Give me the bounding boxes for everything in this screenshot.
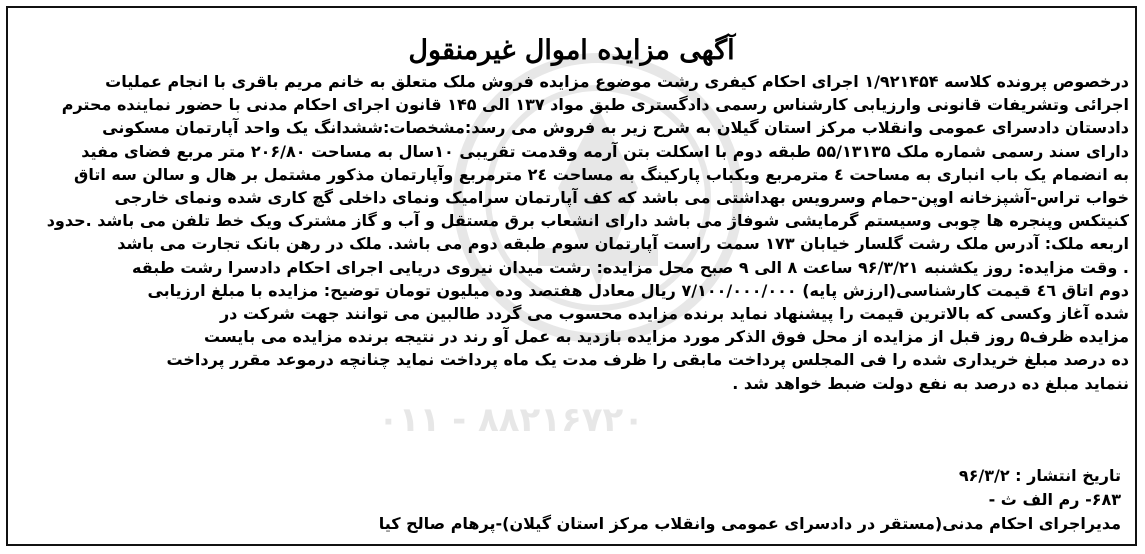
body-line: کنیتکس وپنجره ها چوبی وسیستم گرمایشی شوفاژ می باشد دارای انشعاب برق مستقل و آب و گاز مشترک ویک خط تلفن می باشد .حدود <box>46 211 1129 231</box>
body-line: ننماید مبلغ ده درصد به نفع دولت ضبط خواهد شد . <box>732 373 1129 393</box>
body-line: . وقت مزایده: روز یکشنبه ۹۶/۳/۲۱ ساعت ۸ الی ۹ صبح محل مزایده: رشت میدان نیروی دریایی اجرای احکام دادسرا رشت طبقه <box>132 257 1129 277</box>
signature: مدیراجرای احکام مدنی(مستقر در دادسرای عمومی وانقلاب مرکز استان گیلان)-پرهام صالح کیا <box>378 514 1121 533</box>
body-line: اربعه ملک: آدرس ملک رشت گلسار خیابان ۱۷۳ سمت راست آپارتمان سوم طبقه دوم می باشد. ملک در رهن بانک تجارت می باشد <box>117 234 1129 254</box>
watermark-phone: ۰۱۱ - ۸۸۲۱۶۷۲۰ <box>378 400 645 440</box>
body-line: خواب تراس-آشپزخانه اوپن-حمام وسرویس بهداشتی می باشد که کف آپارتمان سرامیک ونمای داخلی گچ کاری شده ونمای خارجی <box>114 188 1129 208</box>
notice-footer <box>14 464 1121 536</box>
body-line: مزایده ظرف۵ روز قبل از مزایده از محل فوق الذکر مورد مزایده بازدید به عمل آو رند در نتیجه برنده مزایده می بایست <box>204 327 1129 347</box>
body-line: دادستان دادسرای عمومی وانقلاب مرکز استان گیلان به شرح زیر به فروش می رسد:مشخصات:ششدانگ یک واحد آپارتمان مسکونی <box>102 118 1129 138</box>
body-line: دارای سند رسمی شماره ملک ۵۵/۱۳۱۳۵ طبقه دوم با اسکلت بتن آرمه وقدمت تقریبی ۱۰سال به مساحت ۲۰۶/۸۰ متر مربع فضای مفید <box>81 141 1129 161</box>
publish-date: تاریخ انتشار : ۹۶/۳/۲ <box>958 466 1121 485</box>
body-line: به انضمام یک باب انباری به مساحت ٤ مترمربع ویکباب پارکینگ به مساحت ۲٤ مترمربع وآپارتمان مذکور مشتمل بر هال و سالن سه اتاق <box>74 164 1129 184</box>
body-line: شده آغاز وکسی که بالاترین قیمت را پیشنهاد نماید برنده مزایده محسوب می گردد طالبین می توانند جهت شرکت در <box>219 304 1129 324</box>
notice-frame <box>6 6 1137 546</box>
body-line: درخصوص پرونده کلاسه ۱/۹۲۱۴۵۴ اجرای احکام کیفری رشت موضوع مزایده فروش ملک متعلق به خانم مریم باقری با انجام عملیات <box>105 72 1129 91</box>
body-line: اجرائی وتشریفات قانونی وارزیابی کارشناس رسمی دادگستری طبق مواد ۱۳۷ الی ۱۴۵ قانون اجرای احکام مدنی با حضور نماینده محترم <box>61 95 1129 115</box>
notice-code: ۶۸۳- رم الف ث - <box>988 490 1121 509</box>
notice-title: آگهی مزایده اموال غیرمنقول <box>408 35 735 66</box>
body-line: دوم اتاق ٤٦ قیمت کارشناسی(ارزش پایه) ۷/۱۰۰/۰۰۰/۰۰۰ ریال معادل هفتصد وده میلیون تومان توضیح: مزایده با مبلغ ارزیابی <box>147 280 1129 300</box>
body-line: ده درصد مبلغ خریداری شده را فی المجلس پرداخت مابقی را ظرف مدت یک ماه پرداخت نماید چنانچه درموعد مقرر پرداخت <box>166 350 1129 370</box>
notice-body <box>14 70 1129 395</box>
